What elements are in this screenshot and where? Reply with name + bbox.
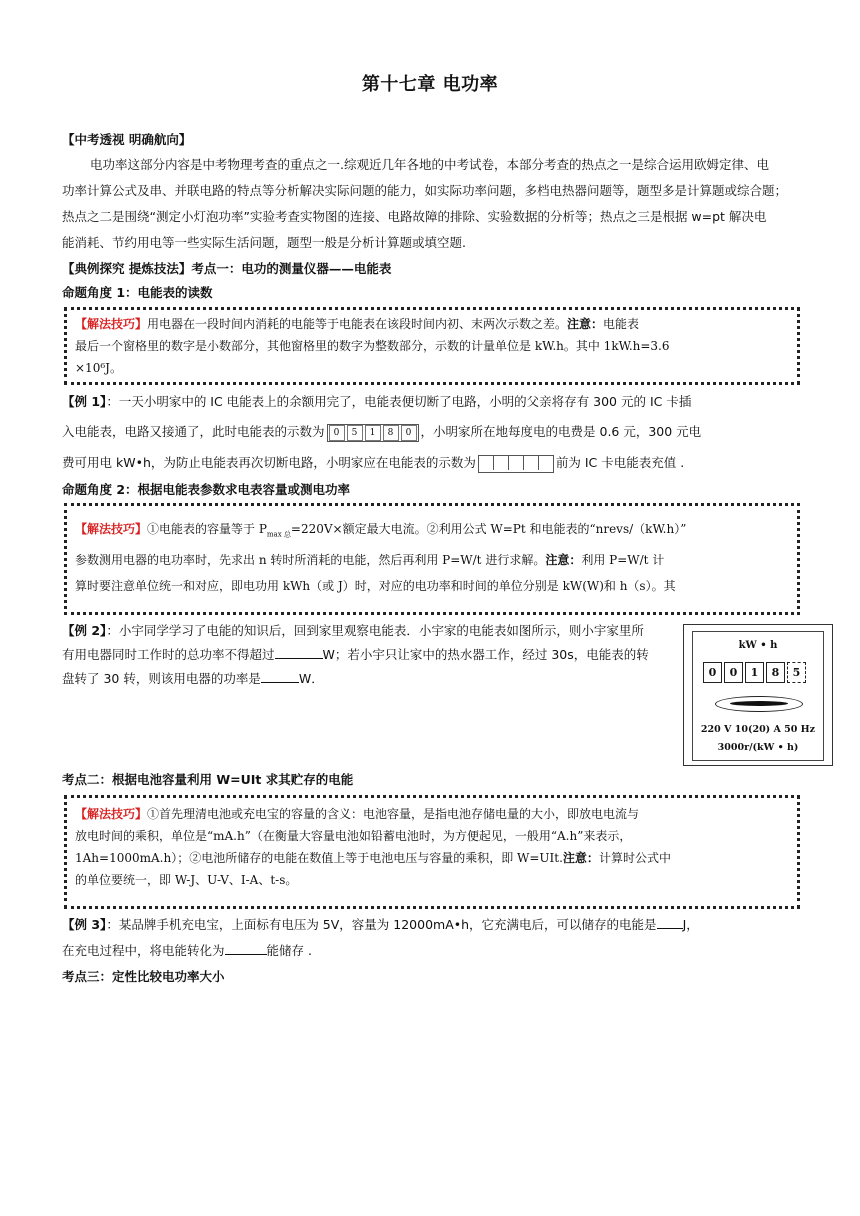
section-2-heading: 考点二：根据电池容量利用 W=UIt 求其贮存的电能 [62,772,354,787]
meter-digit: 0 [703,662,722,683]
tip-2-subscript: max 总 [266,530,291,539]
meter-rotating-disc [715,696,803,712]
example-2-line-3 [62,667,677,691]
example-2-label: 【例 2】 [62,623,107,638]
example-2-text-1: ：小宇同学学习了电能的知识后，回到家里观察电能表．小宇家的电能表如图所示，则小宇家里所 [106,623,644,638]
tip-box-3 [64,795,800,909]
example-1-line-1 [62,390,802,414]
example-1-line-3 [62,451,802,475]
intro-line-3: 热点之二是围绕“测定小灯泡功率”实验考查实物图的连接、电路故障的排除、实验数据的分析等；热点之三是根据 w=pt 解决电 [62,209,767,224]
tip-2-line-1 [75,516,789,547]
tip-3-line-3 [75,847,789,869]
meter-spec-rating: 220 V 10(20) A 50 Hz [700,724,816,735]
tip-3-text-3: 1Ah=1000mA.h）；②电池所储存的电能在数值上等于电池电压与容量的乘积，即 W=UIt. [75,851,563,865]
example-2-text-3b: W． [298,671,324,686]
tip-1-note: 注意： [567,317,604,331]
intro-line-2: 功率计算公式及串、并联电路的特点等分析解决实际问题的能力，如实际功率问题，多档电热器问题等，题型多是计算题或综合题； [62,183,788,198]
example-1-line-2 [62,420,802,444]
meter-reading-box [327,424,419,442]
example-1-text-3a: 费可用电 kW•h，为防止电能表再次切断电路，小明家应在电能表的示数为 [62,455,476,470]
section-1-heading: 【典例探究 提炼技法】考点一：电功的测量仪器——电能表 [62,261,392,276]
example-2-text-2b: W；若小宇只让家中的热水器工作，经过 30s，电能表的转 [322,647,649,662]
tip-2-text-1: ①电能表的容量等于 P [147,522,267,536]
tip-1-line-1 [75,313,789,335]
example-1-text-2a: 入电能表，电路又接通了，此时电能表的示数为 [62,424,325,439]
tip-1-line-2: 最后一个窗格里的数字是小数部分，其他窗格里的数字为整数部分，示数的计量单位是 kW.h。其中 1kW.h=3.6 [75,339,670,353]
tip-2-note: 注意： [545,553,582,568]
tip-3-line-4: 的单位要统一，即 W-J、U-V、I-A、t-s。 [75,873,298,887]
meter-digit: 0 [724,662,743,683]
tip-2-line-3: 算时要注意单位统一和对应，即电功用 kWh（或 J）时，对应的电功率和时间的单位分别是 kW(W)和 h（s）。其 [75,579,676,594]
reading-digit: 0 [329,425,345,441]
example-1-text-3b: 前为 IC 卡电能表充值 . [555,455,685,470]
example-3-text-2a: 在充电过程中，将电能转化为 [62,943,225,958]
tip-3-line-2: 放电时间的乘积，单位是“mA.h”（在衡量大容量电池如铅蓄电池时，为方便起见，一般用“A.h”来表示， [75,829,632,843]
reading-digit: 1 [365,425,381,441]
tip-1-line-3: ×10⁶J。 [75,361,122,375]
example-1-text-1: ：一天小明家中的 IC 电能表上的余额用完了，电能表便切断了电路，小明的父亲将存有 300 元的 IC 卡插 [106,394,692,409]
example-2-line-1 [62,619,677,643]
tip-2-text-2b: 利用 P=W/t 计 [581,553,665,568]
example-2-text-2a: 有用电器同时工作时的总功率不得超过 [62,647,275,662]
meter-digit: 8 [766,662,785,683]
tip-3-line-1 [75,803,789,825]
angle-2-heading: 命题角度 2：根据电能表参数求电表容量或测电功率 [62,482,351,497]
example-1-text-2b: ，小明家所在地每度电的电费是 0.6 元，300 元电 [420,424,702,439]
example-3-line-2 [62,939,802,963]
example-3-text-1a: ：某品牌手机充电宝，上面标有电压为 5V，容量为 12000mA•h，它充满电后，可以储存的电能是 [106,917,657,932]
meter-face [692,631,824,761]
tip-1-label: 【解法技巧】 [75,317,148,331]
meter-digit: 1 [745,662,764,683]
example-1-label: 【例 1】 [62,394,107,409]
tip-1-text-1: 用电器在一段时间内消耗的电能等于电能表在该段时间内初、末两次示数之差。 [147,317,568,331]
angle-1-heading: 命题角度 1：电能表的读数 [62,285,213,300]
tip-box-1 [64,307,800,385]
reading-digit: 5 [347,425,363,441]
empty-reading-box [478,455,554,473]
tip-3-text-3b: 计算时公式中 [598,851,671,865]
answer-blank[interactable] [275,644,323,659]
example-3-text-1b: J， [682,917,699,932]
electric-meter-figure [683,624,833,766]
reading-digit: 8 [383,425,399,441]
meter-digit: 5 [787,662,806,683]
meter-unit: kW • h [738,640,778,651]
tip-1-text-1b: 电能表 [603,317,640,331]
intro-header: 【中考透视 明确航向】 [62,132,192,147]
reading-digit: 0 [401,425,417,441]
tip-2-label: 【解法技巧】 [75,522,148,536]
answer-blank[interactable] [261,668,299,683]
tip-2-line-2 [75,547,789,573]
meter-digits [703,662,808,683]
example-2-line-2 [62,643,677,667]
example-3-line-1 [62,913,802,937]
page-title: 第十七章 电功率 [361,74,499,95]
tip-box-2 [64,503,800,615]
tip-2-text-1b: =220V×额定最大电流。②利用公式 W=Pt 和电能表的“nrevs/（kW.h）” [290,522,687,536]
example-3-label: 【例 3】 [62,917,107,932]
answer-blank[interactable] [225,940,267,955]
tip-2-text-2: 参数测用电器的电功率时，先求出 n 转时所消耗的电能，然后再利用 P=W/t 进行求解。 [75,553,546,568]
answer-blank[interactable] [657,914,683,929]
section-3-heading: 考点三：定性比较电功率大小 [62,969,225,984]
tip-3-text-1: ①首先理清电池或充电宝的容量的含义：电池容量，是指电池存储电量的大小，即放电电流与 [147,807,640,821]
example-2-text-3a: 盘转了 30 转，则该用电器的功率是 [62,671,261,686]
tip-3-note: 注意： [562,851,599,865]
example-3-text-2b: 能储存 . [266,943,312,958]
intro-line-4: 能消耗、节约用电等一些实际生活问题，题型一般是分析计算题或填空题. [62,235,466,250]
tip-3-label: 【解法技巧】 [75,807,148,821]
meter-spec-constant: 3000r/(kW • h) [717,742,799,753]
intro-line-1: 电功率这部分内容是中考物理考查的重点之一.综观近几年各地的中考试卷，本部分考查的热点之一是综合运用欧姆定律、电 [90,157,769,172]
